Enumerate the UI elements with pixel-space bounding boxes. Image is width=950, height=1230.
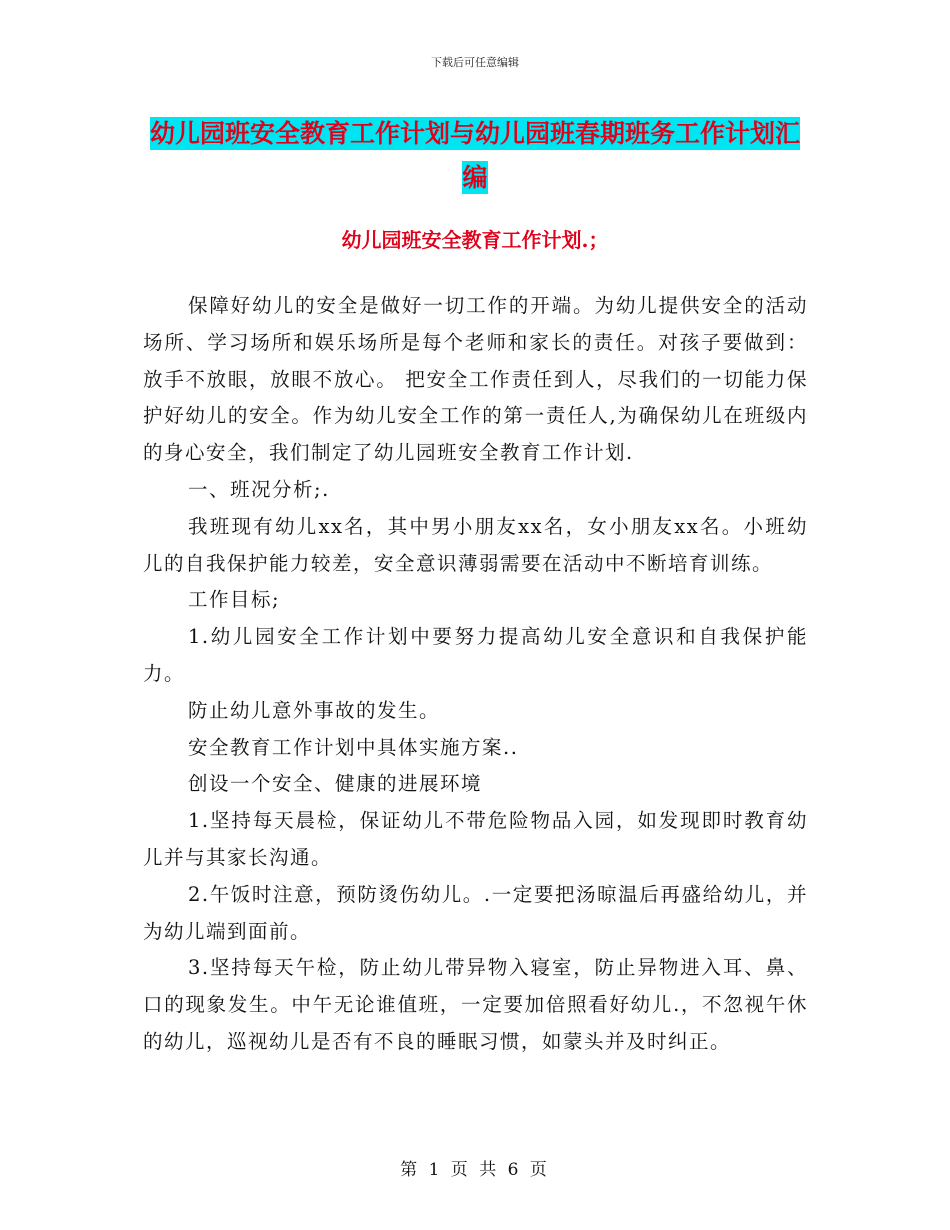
paragraph: 1.坚持每天晨检，保证幼儿不带危险物品入园，如发现即时教育幼儿并与其家长沟通。 <box>143 809 808 869</box>
paragraph: 2.午饭时注意，预防烫伤幼儿。.一定要把汤晾温后再盛给幼儿，并为幼儿端到面前。 <box>143 882 808 943</box>
paragraph: 我班现有幼儿xx名，其中男小朋友xx名，女小朋友xx名。小班幼儿的自我保护能力较差，安全意识薄弱需要在活动中不断培育训练。 <box>143 514 808 575</box>
document-title <box>140 112 810 200</box>
paragraph: 工作目标; <box>188 588 281 612</box>
paragraph: 1.幼儿园安全工作计划中要努力提高幼儿安全意识和自我保护能力。 <box>143 625 808 685</box>
paragraph: 安全教育工作计划中具体实施方案.. <box>188 735 519 759</box>
paragraph: 保障好幼儿的安全是做好一切工作的开端。为幼儿提供安全的活动场所、学习场所和娱乐场所是每个老师和家长的责任。对孩子要做到： 放手不放眼，放眼不放心。 把安全工作责任到人，尽我们的一切能力保护好幼儿的安全。作为幼儿安全工作的第一责任人,为确保幼儿在班级内的身心安全，我们制定了幼儿园班安全教育工作计划. <box>143 294 808 465</box>
document-body <box>143 288 808 1061</box>
header-note: 下载后可任意编辑 <box>431 56 519 69</box>
section-title: 幼儿园班安全教育工作计划.； <box>341 228 609 252</box>
document-title-text: 幼儿园班安全教育工作计划与幼儿园班春期班务工作计划汇编 <box>149 119 800 192</box>
paragraph: 创设一个安全、健康的进展环境 <box>188 772 483 796</box>
paragraph: 防止幼儿意外事故的发生。 <box>188 698 441 722</box>
paragraph: 3.坚持每天午检，防止幼儿带异物入寝室，防止异物进入耳、鼻、口的现象发生。中午无论谁值班，一定要加倍照看好幼儿.，不忽视午休的幼儿，巡视幼儿是否有不良的睡眠习惯，如蒙头并及时纠正。 <box>143 956 808 1053</box>
page-indicator: 第 1 页 共 6 页 <box>400 1160 550 1180</box>
paragraph: 一、班况分析;. <box>188 477 330 501</box>
